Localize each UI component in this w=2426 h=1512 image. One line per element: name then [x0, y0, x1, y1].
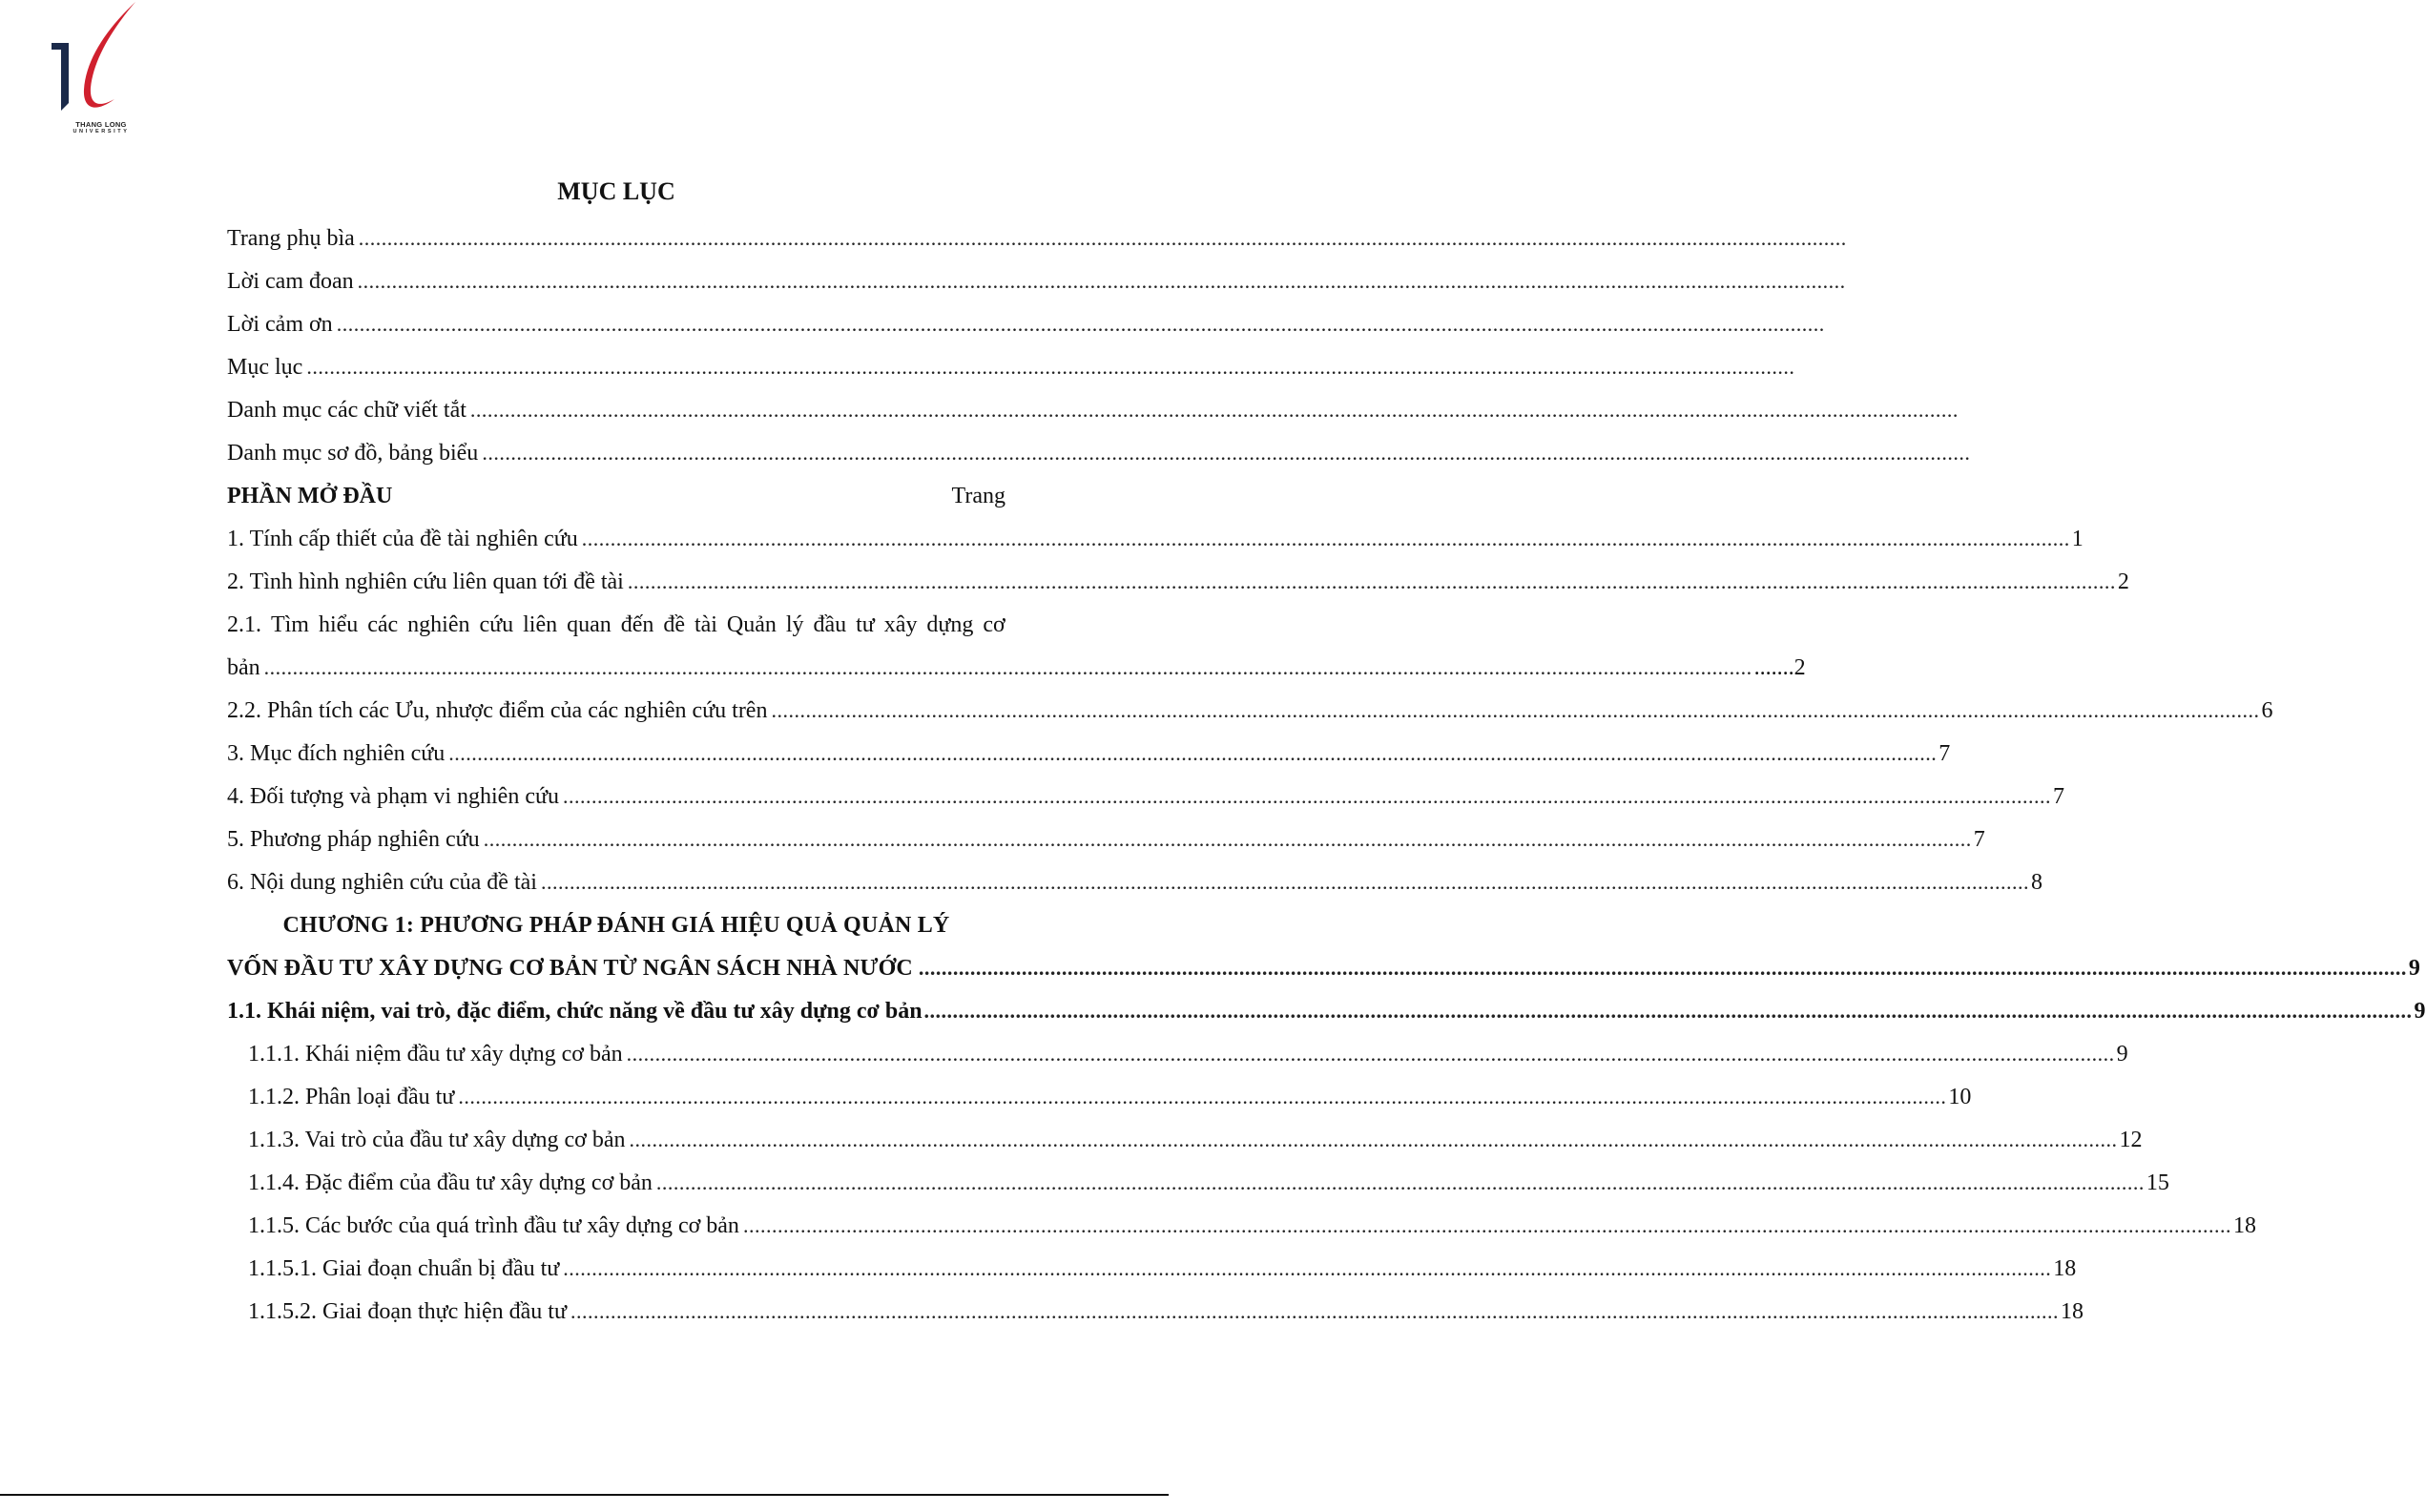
- toc-entry[interactable]: [227, 1290, 2084, 1333]
- toc-entry-word: tài: [694, 611, 717, 637]
- toc-entry-2-1-line2[interactable]: [227, 646, 1806, 689]
- toc-entry-text: 1.1.5.1. Giai đoạn chuẩn bị đầu tư: [248, 1255, 560, 1281]
- toc-entry-page: 7: [1973, 826, 1985, 852]
- leader-dots: ....................................................................................................................................................................................................................................................................: [357, 268, 1846, 293]
- toc-entry-word: Quản: [726, 611, 777, 637]
- toc-entry[interactable]: [227, 1161, 2169, 1204]
- toc-entry[interactable]: [227, 1032, 2128, 1075]
- toc-entry-text: Lời cam đoan: [227, 268, 354, 294]
- toc-entry-page: 8: [2030, 869, 2042, 895]
- toc-entry-text: 1.1.4. Đặc điểm của đầu tư xây dựng cơ bản: [248, 1170, 653, 1195]
- toc-entry[interactable]: [227, 1204, 2256, 1247]
- toc-entry-word: hiểu: [318, 611, 359, 637]
- toc-entry-text: 5. Phương pháp nghiên cứu: [227, 826, 480, 852]
- toc-entry[interactable]: [227, 1247, 2077, 1290]
- toc-entry[interactable]: [227, 775, 2064, 818]
- logo-text-line2: UNIVERSITY: [73, 129, 130, 135]
- intro-heading: PHẦN MỞ ĐẦU: [227, 483, 393, 508]
- toc-entry-page: 18: [2232, 1212, 2256, 1238]
- toc-entry-text: 6. Nội dung nghiên cứu của đề tài: [227, 869, 537, 895]
- toc-entry-page: 9: [2116, 1041, 2128, 1067]
- logo-red-swoosh: [84, 2, 135, 108]
- toc-entry-text: 1.1.5. Các bước của quá trình đầu tư xây dựng cơ bản: [248, 1212, 739, 1238]
- toc-entry-word: xây: [883, 611, 918, 637]
- leader-dots: ....................................................................................................................................................................................................................................................................: [581, 526, 2070, 550]
- toc-entry-page: 10: [1948, 1084, 1972, 1109]
- toc-entry[interactable]: [227, 302, 1825, 345]
- toc-entry[interactable]: [227, 217, 1847, 259]
- toc-entry-word: nghiên: [407, 611, 470, 637]
- intro-items-list-2: [227, 689, 2273, 903]
- toc-entry-word: lý: [785, 611, 804, 637]
- leader-dots: ....................................................................................................................................................................................................................................................................: [563, 783, 2051, 808]
- toc-entry[interactable]: [227, 259, 1846, 302]
- leader-dots: ....................................................................................................................................................................................................................................................................: [627, 569, 2116, 593]
- leader-dots: ....................................................................................................................................................................................................................................................................: [358, 225, 1847, 250]
- toc-entry[interactable]: [227, 860, 2042, 903]
- logo-text-line1: THANG LONG: [75, 120, 127, 129]
- page-column-label: Trang: [951, 483, 1006, 508]
- leader-dots: ....................................................................................................................................................................................................................................................................: [563, 1255, 2052, 1280]
- toc-entry-text: 1.1.1. Khái niệm đầu tư xây dựng cơ bản: [248, 1041, 623, 1067]
- leader-dots: ....................................................................................................................................................................................................................................................................: [263, 654, 1752, 679]
- toc-entry-text: Danh mục sơ đồ, bảng biểu: [227, 440, 479, 466]
- toc-entry-text: 1. Tính cấp thiết của đề tài nghiên cứu: [227, 526, 578, 551]
- subsection-list: [227, 1032, 2256, 1333]
- toc-entry[interactable]: [227, 1118, 2143, 1161]
- toc-entry-word: đến: [620, 611, 654, 637]
- intro-items-list: [227, 517, 2129, 603]
- chapter-1-title-line1[interactable]: [227, 903, 1006, 946]
- logo-bar-shape: [52, 43, 69, 111]
- page-bottom-rule: [0, 1494, 1169, 1496]
- toc-entry-word: cơ: [983, 611, 1006, 637]
- chapter-page: 9: [2408, 955, 2420, 981]
- toc-entry-word: 2.1.: [227, 611, 261, 637]
- toc-entry-text: bản: [227, 654, 260, 680]
- leader-dots: ....................................................................................................................................................................................................................................................................: [540, 869, 2029, 894]
- leader-dots: ....................................................................................................................................................................................................................................................................: [482, 440, 1971, 465]
- leader-dots: ....................................................................................................................................................................................................................................................................: [483, 826, 1972, 851]
- front-matter-list: [227, 217, 1971, 474]
- toc-entry-text: 4. Đối tượng và phạm vi nghiên cứu: [227, 783, 559, 809]
- toc-entry-text: Lời cảm ơn: [227, 311, 333, 337]
- leader-dots: ....................................................................................................................................................................................................................................................................: [570, 1298, 2059, 1323]
- toc-entry-text: Trang phụ bìa: [227, 225, 355, 251]
- toc-entry-page: 1: [2071, 526, 2084, 551]
- toc-entry-page: 12: [2119, 1127, 2143, 1152]
- toc-entry-page: 2: [2117, 569, 2129, 594]
- leader-dots: ....................................................................................................................................................................................................................................................................: [458, 1084, 1947, 1108]
- toc-entry-word: Tìm: [270, 611, 309, 637]
- toc-entry-word: cứu: [479, 611, 514, 637]
- toc-entry-page: 18: [2053, 1255, 2077, 1281]
- toc-section-1-1[interactable]: [227, 989, 2426, 1032]
- leader-dots: ....................................................................................................................................................................................................................................................................: [923, 998, 2413, 1023]
- toc-entry-text: 1.1.3. Vai trò của đầu tư xây dựng cơ bản: [248, 1127, 626, 1152]
- toc-entry-page: 7: [2053, 783, 2064, 809]
- toc-entry-word: đầu: [813, 611, 847, 637]
- logo-caption: [59, 120, 143, 135]
- toc-entry-text: 1.1. Khái niệm, vai trò, đặc điểm, chức năng về đầu tư xây dựng cơ bản: [227, 998, 923, 1024]
- leader-dots: ....................................................................................................................................................................................................................................................................: [336, 311, 1825, 336]
- toc-entry-text: 1.1.2. Phân loại đầu tư: [248, 1084, 455, 1109]
- toc-entry-page: 7: [1939, 740, 1951, 766]
- toc-entry[interactable]: [227, 517, 2084, 560]
- leader-dots: ....................................................................................................................................................................................................................................................................: [771, 697, 2260, 722]
- toc-entry[interactable]: [227, 388, 1959, 431]
- toc-entry-page: 18: [2060, 1298, 2084, 1324]
- toc-entry-text: Mục lục: [227, 354, 303, 380]
- toc-entry[interactable]: [227, 345, 1795, 388]
- toc-entry-text: 2. Tình hình nghiên cứu liên quan tới đề tài: [227, 569, 624, 594]
- leader-dots: ....................................................................................................................................................................................................................................................................: [306, 354, 1795, 379]
- toc-entry[interactable]: [227, 689, 2273, 732]
- toc-entry-word: dựng: [926, 611, 974, 637]
- toc-entry-word: liên: [523, 611, 558, 637]
- toc-entry-text: 2.2. Phân tích các Ưu, nhược điểm của các nghiên cứu trên: [227, 697, 768, 723]
- toc-entry-word: đề: [663, 611, 685, 637]
- chapter-title-text: VỐN ĐẦU TƯ XÂY DỰNG CƠ BẢN TỪ NGÂN SÁCH NHÀ NƯỚC: [227, 955, 913, 981]
- intro-heading-row: [227, 474, 1006, 517]
- toc-entry[interactable]: [227, 818, 1985, 860]
- toc-entry[interactable]: [227, 560, 2129, 603]
- toc-entry[interactable]: [227, 1075, 1972, 1118]
- leader-dots: ....................................................................................................................................................................................................................................................................: [629, 1127, 2118, 1151]
- toc-entry-text: Danh mục các chữ viết tắt: [227, 397, 467, 423]
- toc-entry[interactable]: [227, 732, 1951, 775]
- toc-entry-text: 1.1.5.2. Giai đoạn thực hiện đầu tư: [248, 1298, 567, 1324]
- toc-entry[interactable]: [227, 431, 1971, 474]
- toc-entry-page: .......2: [1753, 654, 1806, 680]
- chapter-title-text: CHƯƠNG 1: PHƯƠNG PHÁP ĐÁNH GIÁ HIỆU QUẢ QUẢN LÝ: [282, 912, 950, 938]
- leader-dots: ....................................................................................................................................................................................................................................................................: [626, 1041, 2115, 1066]
- table-of-contents: [227, 217, 2426, 1333]
- toc-entry-page: 15: [2146, 1170, 2169, 1195]
- leader-dots: ....................................................................................................................................................................................................................................................................: [918, 955, 2407, 980]
- toc-entry-word: các: [367, 611, 399, 637]
- page-title: MỤC LỤC: [557, 177, 675, 205]
- toc-entry-word: tư: [856, 611, 875, 637]
- leader-dots: ....................................................................................................................................................................................................................................................................: [469, 397, 1959, 422]
- chapter-1-title-line2[interactable]: [227, 946, 2420, 989]
- leader-dots: ....................................................................................................................................................................................................................................................................: [655, 1170, 2145, 1194]
- toc-entry-page: 9: [2414, 998, 2426, 1024]
- leader-dots: ....................................................................................................................................................................................................................................................................: [742, 1212, 2231, 1237]
- toc-entry-word: quan: [567, 611, 612, 637]
- toc-entry-page: 6: [2261, 697, 2273, 723]
- leader-dots: ....................................................................................................................................................................................................................................................................: [448, 740, 1938, 765]
- toc-entry-2-1-line1[interactable]: [227, 603, 1006, 646]
- toc-entry-text: 3. Mục đích nghiên cứu: [227, 740, 446, 766]
